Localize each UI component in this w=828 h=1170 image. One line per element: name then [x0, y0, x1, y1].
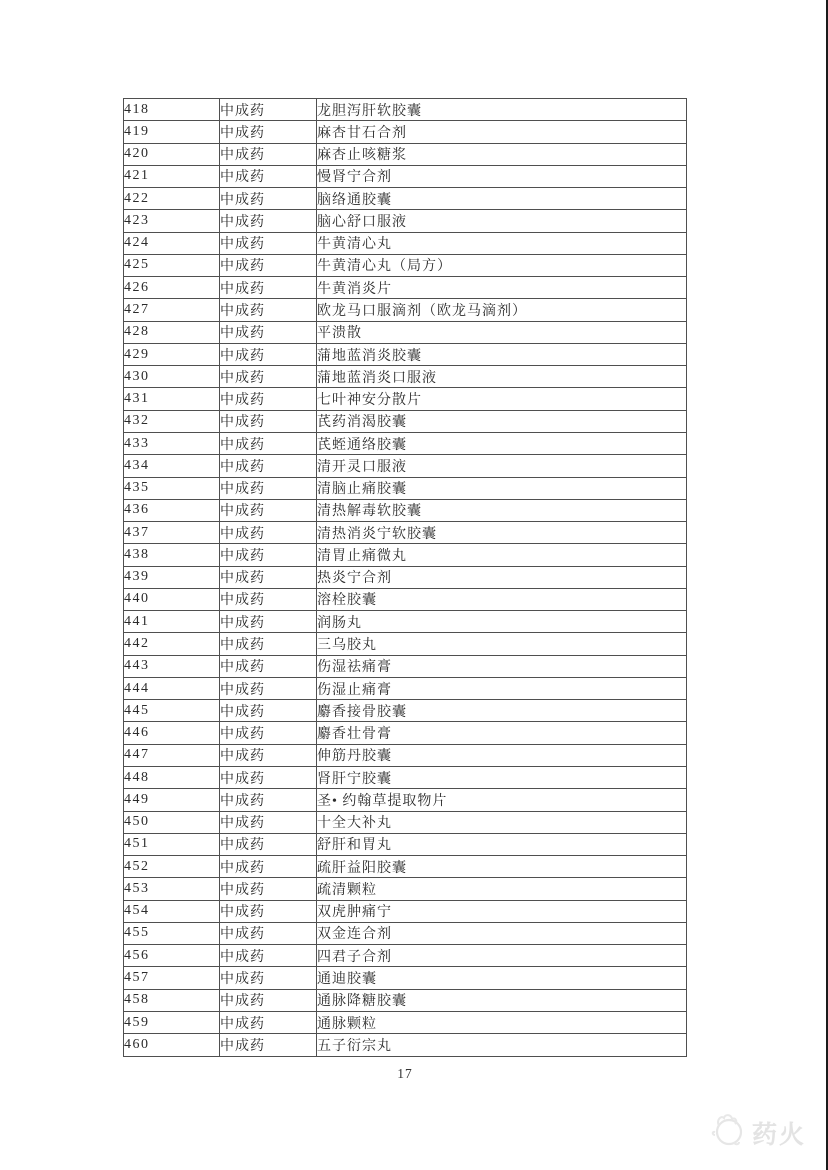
row-number-cell: 460 — [124, 1034, 220, 1057]
table-row — [124, 878, 687, 900]
drug-name-cell: 七叶神安分散片 — [317, 388, 687, 410]
category-cell: 中成药 — [220, 165, 317, 187]
table-row — [124, 633, 687, 655]
table-row — [124, 455, 687, 477]
table-row — [124, 143, 687, 165]
row-number-cell: 446 — [124, 722, 220, 744]
row-number-cell: 431 — [124, 388, 220, 410]
table-row — [124, 1034, 687, 1057]
drug-name-cell: 舒肝和胃丸 — [317, 833, 687, 855]
row-number-cell: 444 — [124, 677, 220, 699]
row-number-cell: 457 — [124, 967, 220, 989]
row-number-cell: 454 — [124, 900, 220, 922]
row-number-cell: 436 — [124, 499, 220, 521]
row-number-cell: 445 — [124, 700, 220, 722]
drug-name-cell: 五子衍宗丸 — [317, 1034, 687, 1057]
table-row — [124, 299, 687, 321]
table-row — [124, 522, 687, 544]
table-row — [124, 99, 687, 121]
row-number-cell: 420 — [124, 143, 220, 165]
row-number-cell: 459 — [124, 1011, 220, 1033]
drug-table — [123, 98, 687, 1057]
table-row — [124, 722, 687, 744]
category-cell: 中成药 — [220, 811, 317, 833]
drug-name-cell: 双虎肿痛宁 — [317, 900, 687, 922]
table-row — [124, 566, 687, 588]
drug-name-cell: 牛黄消炎片 — [317, 277, 687, 299]
category-cell: 中成药 — [220, 766, 317, 788]
drug-name-cell: 清热解毒软胶囊 — [317, 499, 687, 521]
table-row — [124, 611, 687, 633]
table-row — [124, 989, 687, 1011]
row-number-cell: 432 — [124, 410, 220, 432]
drug-name-cell: 麻杏甘石合剂 — [317, 121, 687, 143]
row-number-cell: 428 — [124, 321, 220, 343]
category-cell: 中成药 — [220, 99, 317, 121]
table-row — [124, 410, 687, 432]
drug-name-cell: 欧龙马口服滴剂（欧龙马滴剂） — [317, 299, 687, 321]
table-row — [124, 856, 687, 878]
table-row — [124, 900, 687, 922]
watermark — [707, 1112, 806, 1153]
row-number-cell: 433 — [124, 432, 220, 454]
row-number-cell: 426 — [124, 277, 220, 299]
category-cell: 中成药 — [220, 277, 317, 299]
table-row — [124, 945, 687, 967]
row-number-cell: 458 — [124, 989, 220, 1011]
table-row — [124, 766, 687, 788]
drug-name-cell: 清胃止痛微丸 — [317, 544, 687, 566]
drug-name-cell: 平溃散 — [317, 321, 687, 343]
category-cell: 中成药 — [220, 566, 317, 588]
table-row — [124, 210, 687, 232]
drug-name-cell: 通脉降糖胶囊 — [317, 989, 687, 1011]
category-cell: 中成药 — [220, 299, 317, 321]
category-cell: 中成药 — [220, 922, 317, 944]
table-row — [124, 1011, 687, 1033]
table-row — [124, 655, 687, 677]
table-row — [124, 967, 687, 989]
category-cell: 中成药 — [220, 989, 317, 1011]
table-row — [124, 366, 687, 388]
drug-name-cell: 双金连合剂 — [317, 922, 687, 944]
category-cell: 中成药 — [220, 388, 317, 410]
category-cell: 中成药 — [220, 611, 317, 633]
drug-name-cell: 十全大补丸 — [317, 811, 687, 833]
category-cell: 中成药 — [220, 321, 317, 343]
drug-name-cell: 龙胆泻肝软胶囊 — [317, 99, 687, 121]
category-cell: 中成药 — [220, 878, 317, 900]
drug-name-cell: 牛黄清心丸 — [317, 232, 687, 254]
table-row — [124, 789, 687, 811]
yaohuo-logo-icon — [707, 1112, 749, 1153]
category-cell: 中成药 — [220, 143, 317, 165]
table-row — [124, 165, 687, 187]
drug-name-cell: 通迪胶囊 — [317, 967, 687, 989]
drug-name-cell: 润肠丸 — [317, 611, 687, 633]
table-row — [124, 922, 687, 944]
drug-name-cell: 脑络通胶囊 — [317, 188, 687, 210]
row-number-cell: 452 — [124, 856, 220, 878]
drug-name-cell: 芪蛭通络胶囊 — [317, 432, 687, 454]
drug-name-cell: 脑心舒口服液 — [317, 210, 687, 232]
drug-table-body — [124, 99, 687, 1057]
row-number-cell: 418 — [124, 99, 220, 121]
row-number-cell: 456 — [124, 945, 220, 967]
drug-name-cell: 芪药消渴胶囊 — [317, 410, 687, 432]
drug-name-cell: 溶栓胶囊 — [317, 588, 687, 610]
category-cell: 中成药 — [220, 967, 317, 989]
row-number-cell: 424 — [124, 232, 220, 254]
table-row — [124, 343, 687, 365]
row-number-cell: 438 — [124, 544, 220, 566]
row-number-cell: 439 — [124, 566, 220, 588]
category-cell: 中成药 — [220, 188, 317, 210]
drug-name-cell: 圣• 约翰草提取物片 — [317, 789, 687, 811]
row-number-cell: 453 — [124, 878, 220, 900]
category-cell: 中成药 — [220, 432, 317, 454]
table-row — [124, 544, 687, 566]
category-cell: 中成药 — [220, 544, 317, 566]
drug-name-cell: 热炎宁合剂 — [317, 566, 687, 588]
row-number-cell: 442 — [124, 633, 220, 655]
drug-name-cell: 麝香壮骨膏 — [317, 722, 687, 744]
page-number: 17 — [397, 1066, 413, 1081]
category-cell: 中成药 — [220, 366, 317, 388]
row-number-cell: 419 — [124, 121, 220, 143]
category-cell: 中成药 — [220, 677, 317, 699]
row-number-cell: 430 — [124, 366, 220, 388]
drug-name-cell: 肾肝宁胶囊 — [317, 766, 687, 788]
category-cell: 中成药 — [220, 633, 317, 655]
drug-name-cell: 四君子合剂 — [317, 945, 687, 967]
row-number-cell: 449 — [124, 789, 220, 811]
row-number-cell: 440 — [124, 588, 220, 610]
category-cell: 中成药 — [220, 588, 317, 610]
drug-name-cell: 通脉颗粒 — [317, 1011, 687, 1033]
category-cell: 中成药 — [220, 343, 317, 365]
row-number-cell: 425 — [124, 254, 220, 276]
table-row — [124, 677, 687, 699]
table-row — [124, 811, 687, 833]
category-cell: 中成药 — [220, 856, 317, 878]
category-cell: 中成药 — [220, 477, 317, 499]
table-row — [124, 833, 687, 855]
drug-name-cell: 伤湿止痛膏 — [317, 677, 687, 699]
category-cell: 中成药 — [220, 1011, 317, 1033]
category-cell: 中成药 — [220, 410, 317, 432]
table-row — [124, 321, 687, 343]
category-cell: 中成药 — [220, 210, 317, 232]
row-number-cell: 434 — [124, 455, 220, 477]
drug-name-cell: 清开灵口服液 — [317, 455, 687, 477]
drug-name-cell: 蒲地蓝消炎胶囊 — [317, 343, 687, 365]
table-row — [124, 188, 687, 210]
drug-name-cell: 麻杏止咳糖浆 — [317, 143, 687, 165]
table-row — [124, 477, 687, 499]
drug-name-cell: 慢肾宁合剂 — [317, 165, 687, 187]
table-row — [124, 254, 687, 276]
row-number-cell: 451 — [124, 833, 220, 855]
row-number-cell: 422 — [124, 188, 220, 210]
category-cell: 中成药 — [220, 254, 317, 276]
drug-name-cell: 伸筋丹胶囊 — [317, 744, 687, 766]
category-cell: 中成药 — [220, 232, 317, 254]
row-number-cell: 429 — [124, 343, 220, 365]
category-cell: 中成药 — [220, 789, 317, 811]
table-row — [124, 744, 687, 766]
category-cell: 中成药 — [220, 121, 317, 143]
category-cell: 中成药 — [220, 900, 317, 922]
category-cell: 中成药 — [220, 499, 317, 521]
table-row — [124, 277, 687, 299]
category-cell: 中成药 — [220, 700, 317, 722]
drug-name-cell: 疏肝益阳胶囊 — [317, 856, 687, 878]
table-row — [124, 700, 687, 722]
table-row — [124, 121, 687, 143]
category-cell: 中成药 — [220, 722, 317, 744]
row-number-cell: 435 — [124, 477, 220, 499]
row-number-cell: 441 — [124, 611, 220, 633]
drug-name-cell: 三乌胶丸 — [317, 633, 687, 655]
watermark-text: 药火 — [752, 1120, 807, 1149]
category-cell: 中成药 — [220, 522, 317, 544]
row-number-cell: 450 — [124, 811, 220, 833]
category-cell: 中成药 — [220, 945, 317, 967]
row-number-cell: 443 — [124, 655, 220, 677]
row-number-cell: 447 — [124, 744, 220, 766]
row-number-cell: 423 — [124, 210, 220, 232]
drug-name-cell: 疏清颗粒 — [317, 878, 687, 900]
row-number-cell: 455 — [124, 922, 220, 944]
row-number-cell: 427 — [124, 299, 220, 321]
row-number-cell: 421 — [124, 165, 220, 187]
drug-name-cell: 伤湿祛痛膏 — [317, 655, 687, 677]
drug-name-cell: 牛黄清心丸（局方） — [317, 254, 687, 276]
table-row — [124, 432, 687, 454]
row-number-cell: 448 — [124, 766, 220, 788]
category-cell: 中成药 — [220, 1034, 317, 1057]
category-cell: 中成药 — [220, 744, 317, 766]
drug-name-cell: 清脑止痛胶囊 — [317, 477, 687, 499]
table-row — [124, 499, 687, 521]
drug-name-cell: 蒲地蓝消炎口服液 — [317, 366, 687, 388]
category-cell: 中成药 — [220, 833, 317, 855]
table-row — [124, 232, 687, 254]
drug-name-cell: 清热消炎宁软胶囊 — [317, 522, 687, 544]
row-number-cell: 437 — [124, 522, 220, 544]
category-cell: 中成药 — [220, 455, 317, 477]
table-row — [124, 388, 687, 410]
table-row — [124, 588, 687, 610]
category-cell: 中成药 — [220, 655, 317, 677]
drug-name-cell: 麝香接骨胶囊 — [317, 700, 687, 722]
